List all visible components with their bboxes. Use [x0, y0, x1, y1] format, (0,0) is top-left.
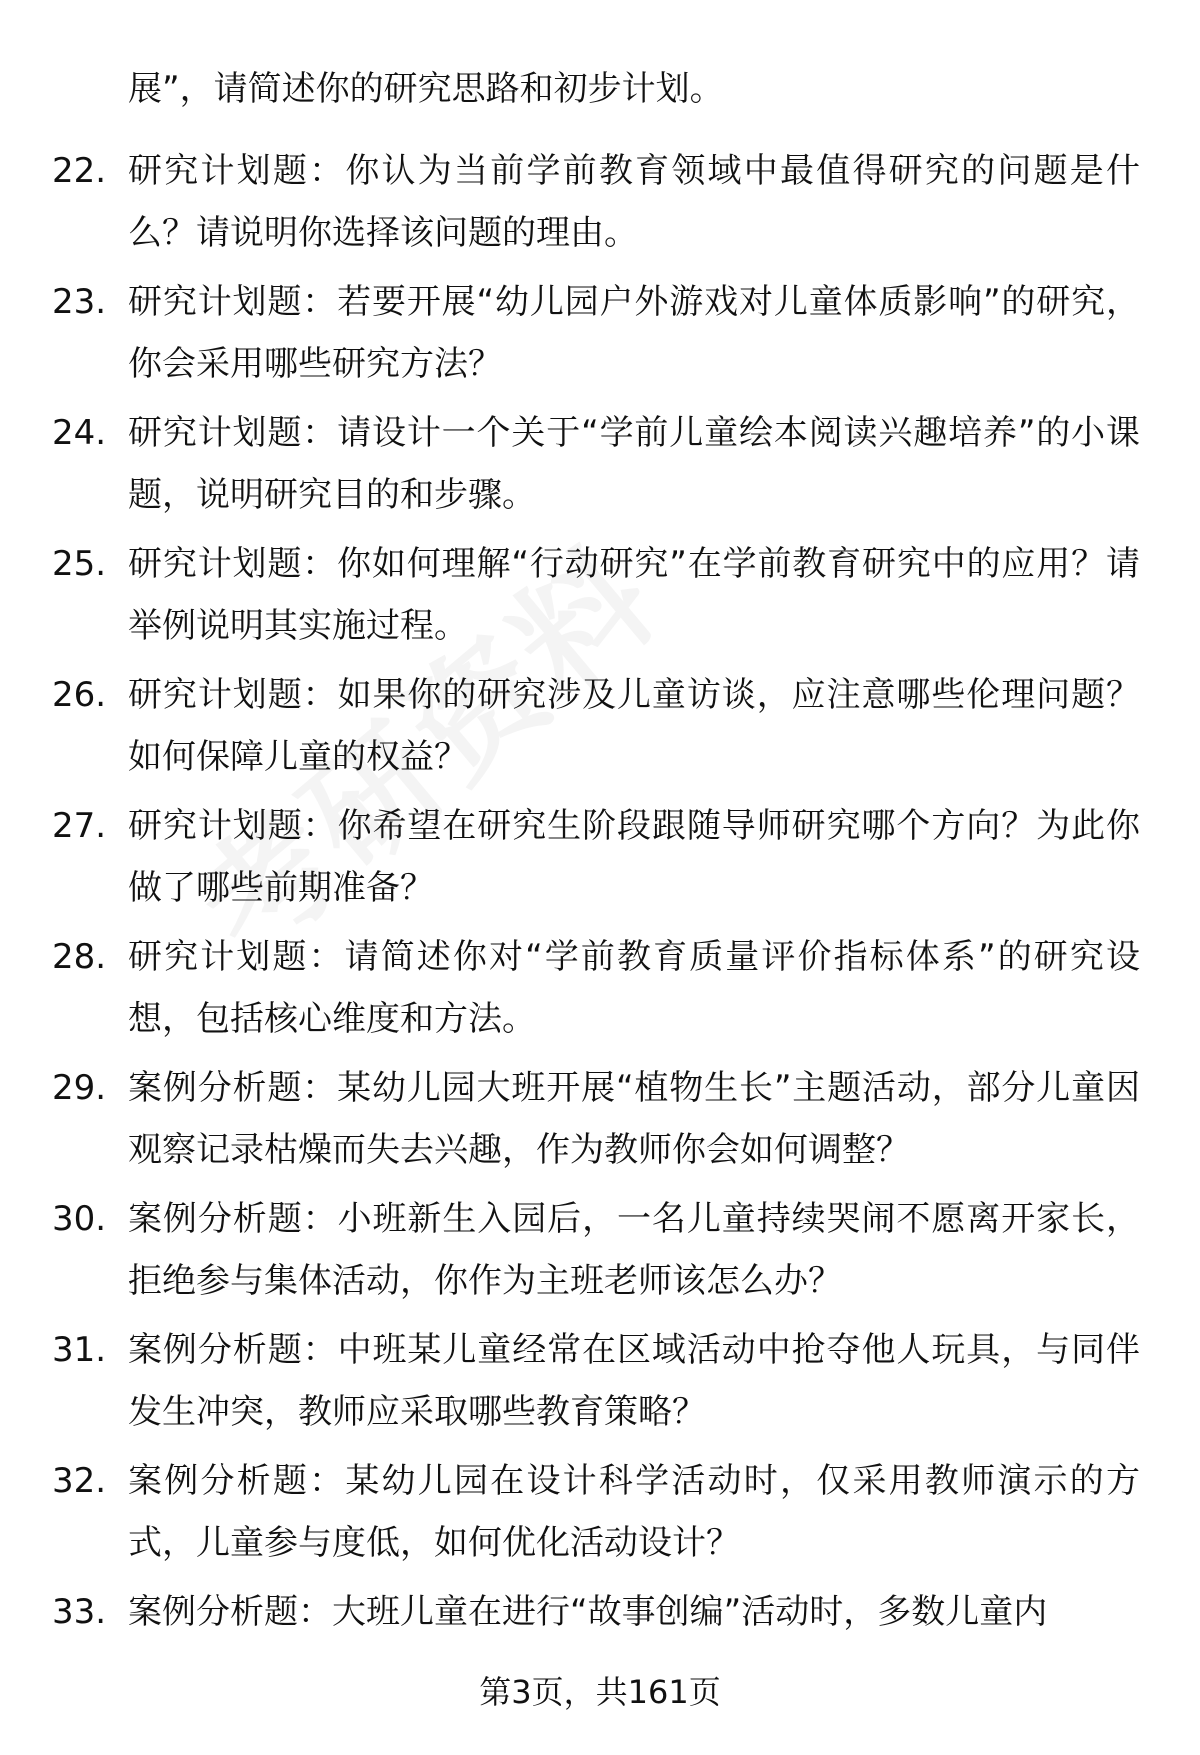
question-number: 24. [52, 413, 107, 453]
question-item [0, 140, 1200, 271]
question-item [0, 664, 1200, 795]
question-text: 案例分析题：小班新生入园后，一名儿童持续哭闹不愿离开家长，拒绝参与集体活动，你作为主班老师该怎么办？ [128, 1199, 1140, 1301]
question-item [0, 1319, 1200, 1450]
page-footer: 第3页，共161页 [479, 1673, 721, 1711]
question-number: 31. [52, 1330, 107, 1370]
question-number: 29. [52, 1068, 107, 1108]
question-number: 26. [52, 675, 107, 715]
question-item [0, 402, 1200, 533]
question-text: 研究计划题：你如何理解“行动研究”在学前教育研究中的应用？请举例说明其实施过程。 [128, 544, 1140, 646]
question-number: 27. [52, 806, 107, 846]
question-number: 23. [52, 282, 107, 322]
question-number: 25. [52, 544, 107, 584]
question-text: 研究计划题：你希望在研究生阶段跟随导师研究哪个方向？为此你做了哪些前期准备？ [128, 806, 1140, 908]
continuation-text: 展”，请简述你的研究思路和初步计划。 [128, 69, 724, 109]
question-list [0, 140, 1200, 1712]
question-item [0, 1057, 1200, 1188]
question-text: 案例分析题：某幼儿园大班开展“植物生长”主题活动，部分儿童因观察记录枯燥而失去兴趣，作为教师你会如何调整？ [128, 1068, 1140, 1170]
question-number: 32. [52, 1461, 107, 1501]
question-number: 28. [52, 937, 107, 977]
question-text: 案例分析题：某幼儿园在设计科学活动时，仅采用教师演示的方式，儿童参与度低，如何优化活动设计？ [128, 1461, 1140, 1563]
question-item [0, 926, 1200, 1057]
question-number: 33. [52, 1592, 107, 1632]
question-text: 研究计划题：若要开展“幼儿园户外游戏对儿童体质影响”的研究，你会采用哪些研究方法？ [128, 282, 1140, 384]
question-text: 研究计划题：你认为当前学前教育领域中最值得研究的问题是什么？请说明你选择该问题的理由。 [128, 151, 1140, 253]
question-number: 30. [52, 1199, 107, 1239]
question-item [0, 1450, 1200, 1581]
question-item [0, 795, 1200, 926]
question-item [0, 1188, 1200, 1319]
question-text: 研究计划题：请简述你对“学前教育质量评价指标体系”的研究设想，包括核心维度和方法。 [128, 937, 1140, 1039]
question-number: 22. [52, 151, 107, 191]
question-text: 案例分析题：大班儿童在进行“故事创编”活动时，多数儿童内 [128, 1592, 1048, 1632]
question-text: 研究计划题：如果你的研究涉及儿童访谈，应注意哪些伦理问题？如何保障儿童的权益？ [128, 675, 1140, 777]
question-text: 研究计划题：请设计一个关于“学前儿童绘本阅读兴趣培养”的小课题，说明研究目的和步骤。 [128, 413, 1140, 515]
question-text: 案例分析题：中班某儿童经常在区域活动中抢夺他人玩具，与同伴发生冲突，教师应采取哪些教育策略？ [128, 1330, 1140, 1432]
question-item [0, 271, 1200, 402]
question-item [0, 533, 1200, 664]
